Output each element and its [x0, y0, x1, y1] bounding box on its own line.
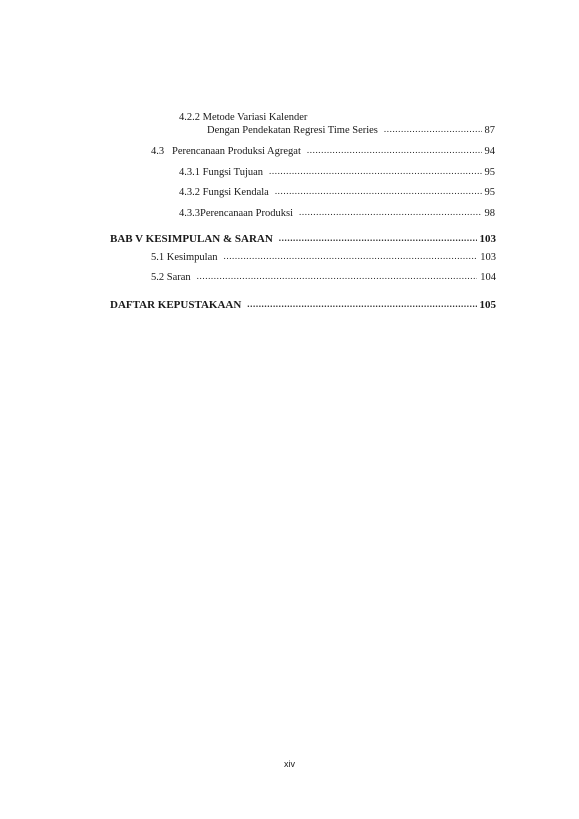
toc-page-number: 103	[480, 252, 496, 263]
toc-entry-label: 5.1 Kesimpulan	[151, 252, 218, 263]
toc-entry-label: 4.3.2 Fungsi Kendala	[179, 187, 269, 198]
toc-page-number: 95	[484, 187, 495, 198]
toc-leader-dots	[275, 185, 482, 198]
toc-page-number: 95	[484, 167, 495, 178]
toc-page-number: 103	[479, 233, 496, 245]
toc-chapter-daftar-kepustakaan[interactable]	[110, 299, 496, 312]
toc-leader-dots	[384, 123, 482, 136]
toc-leader-dots	[299, 206, 481, 219]
toc-entry-4-2-2[interactable]	[207, 124, 495, 137]
toc-entry-4-3-3[interactable]	[179, 207, 495, 220]
toc-leader-dots	[307, 144, 482, 157]
toc-entry-4-2-2-title-line1: 4.2.2 Metode Variasi Kalender	[179, 112, 308, 123]
toc-leader-dots	[279, 232, 477, 245]
toc-page-number: 98	[484, 208, 495, 219]
toc-entry-label: Dengan Pendekatan Regresi Time Series	[207, 125, 378, 136]
toc-entry-label: 4.3 Perencanaan Produksi Agregat	[151, 146, 301, 157]
toc-page-number: 87	[484, 125, 495, 136]
toc-page-number: 104	[480, 272, 496, 283]
toc-leader-dots	[197, 270, 478, 283]
toc-chapter-label: DAFTAR KEPUSTAKAAN	[110, 299, 242, 311]
toc-page-number: 105	[479, 299, 496, 311]
toc-entry-4-3-1[interactable]	[179, 166, 495, 179]
footer-page-number: xiv	[284, 759, 295, 769]
toc-entry-label: 4.3.3Perencanaan Produksi	[179, 208, 294, 219]
toc-chapter-label: BAB V KESIMPULAN & SARAN	[110, 233, 273, 245]
toc-entry-4-3[interactable]	[151, 145, 495, 158]
toc-entry-5-1[interactable]	[151, 251, 496, 264]
toc-entry-5-2[interactable]	[151, 271, 496, 284]
toc-leader-dots	[269, 165, 481, 178]
toc-entry-label: 5.2 Saran	[151, 272, 191, 283]
toc-leader-dots	[224, 250, 478, 263]
toc-chapter-bab-v[interactable]	[110, 233, 496, 246]
toc-page-number: 94	[484, 146, 495, 157]
toc-entry-4-3-2[interactable]	[179, 186, 495, 199]
toc-leader-dots	[247, 298, 476, 311]
toc-entry-label: 4.3.1 Fungsi Tujuan	[179, 167, 264, 178]
